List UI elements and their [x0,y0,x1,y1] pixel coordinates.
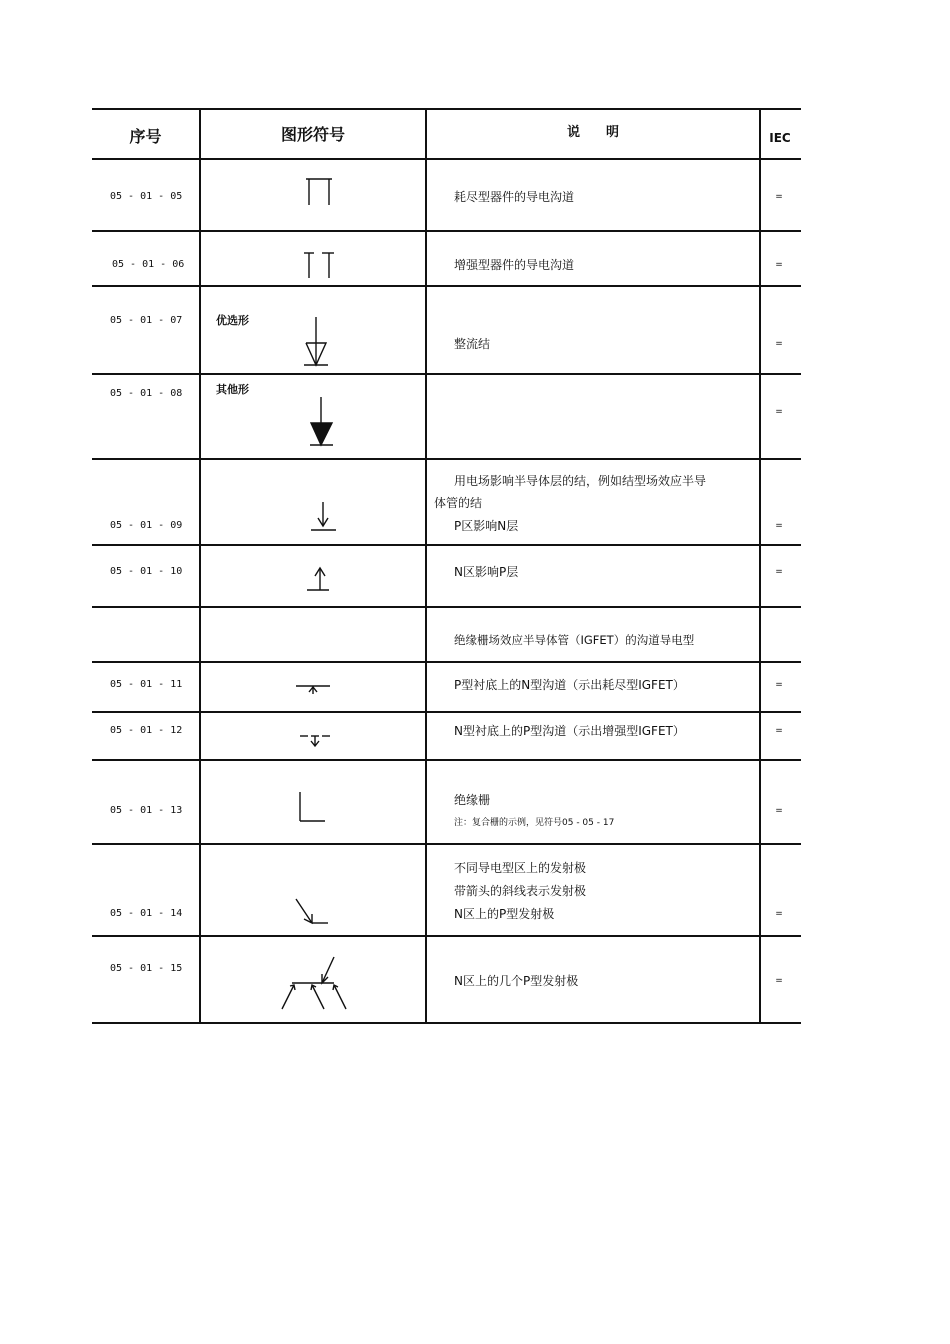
row-description: P型衬底上的N型沟道（示出耗尽型IGFET） [454,678,685,692]
row-iec: = [775,909,783,919]
row-description: N区影响P层 [454,565,519,579]
p-influences-n-icon [310,500,340,536]
header-description: 说 明 [566,125,619,140]
row-code: 05 - 01 - 15 [110,963,183,974]
rectifying-junction-icon [300,315,340,371]
row-code: 05 - 01 - 12 [110,725,183,736]
emitter-icon [292,895,332,929]
row-note: 注：复合栅的示例，见符号05 - 05 - 17 [454,818,615,828]
row-code: 05 - 01 - 08 [110,388,183,399]
row-variant-label: 优选形 [216,314,249,327]
row-iec: = [775,521,783,531]
row-description: 体管的结 [434,496,483,510]
depletion-channel-symbol [300,175,340,215]
row-description: 增强型器件的导电沟道 [454,258,575,272]
n-channel-on-p-substrate-icon [292,678,336,698]
rectifying-junction-filled-icon [305,395,341,451]
col-divider [425,108,427,1024]
row-iec: = [775,339,783,349]
row-code: 05 - 01 - 06 [112,259,185,270]
row-iec: = [775,192,783,202]
header-seq: 序号 [129,127,162,146]
row-code: 05 - 01 - 14 [110,908,183,919]
row-iec: = [775,726,783,736]
row-description: 带箭头的斜线表示发射极 [454,884,587,898]
row-description: N型衬底上的P型沟道（示出增强型IGFET） [454,724,685,738]
row-code: 05 - 01 - 07 [110,315,183,326]
enhancement-channel-symbol [300,248,340,288]
header-symbol: 图形符号 [280,125,345,144]
p-channel-on-n-substrate-icon [296,730,336,750]
row-description: N区上的几个P型发射极 [454,974,579,988]
row-iec: = [775,407,783,417]
row-description: P区影响N层 [454,519,519,533]
n-influences-p-icon [305,560,335,596]
row-description: 绝缘栅 [454,793,491,807]
row-iec: = [775,567,783,577]
row-description: 耗尽型器件的导电沟道 [454,190,575,204]
row-code: 05 - 01 - 11 [110,679,183,690]
row-code: 05 - 01 - 13 [110,805,183,816]
row-code: 05 - 01 - 05 [110,191,183,202]
row-description: 整流结 [454,337,491,351]
col-divider [199,108,201,1024]
row-iec: = [775,806,783,816]
row-iec: = [775,260,783,270]
row-code: 05 - 01 - 10 [110,566,183,577]
multiple-emitters-icon [278,955,352,1013]
row-description: N区上的P型发射极 [454,907,555,921]
header-iec: IEC [769,131,791,145]
insulated-gate-icon [295,790,331,826]
section-heading: 绝缘栅场效应半导体管（IGFET）的沟道导电型 [454,633,695,647]
row-iec: = [775,976,783,986]
row-description: 不同导电型区上的发射极 [454,861,587,875]
row-description: 用电场影响半导体层的结，例如结型场效应半导 [454,474,707,488]
row-variant-label: 其他形 [216,383,249,396]
row-iec: = [775,680,783,690]
row-code: 05 - 01 - 09 [110,520,183,531]
